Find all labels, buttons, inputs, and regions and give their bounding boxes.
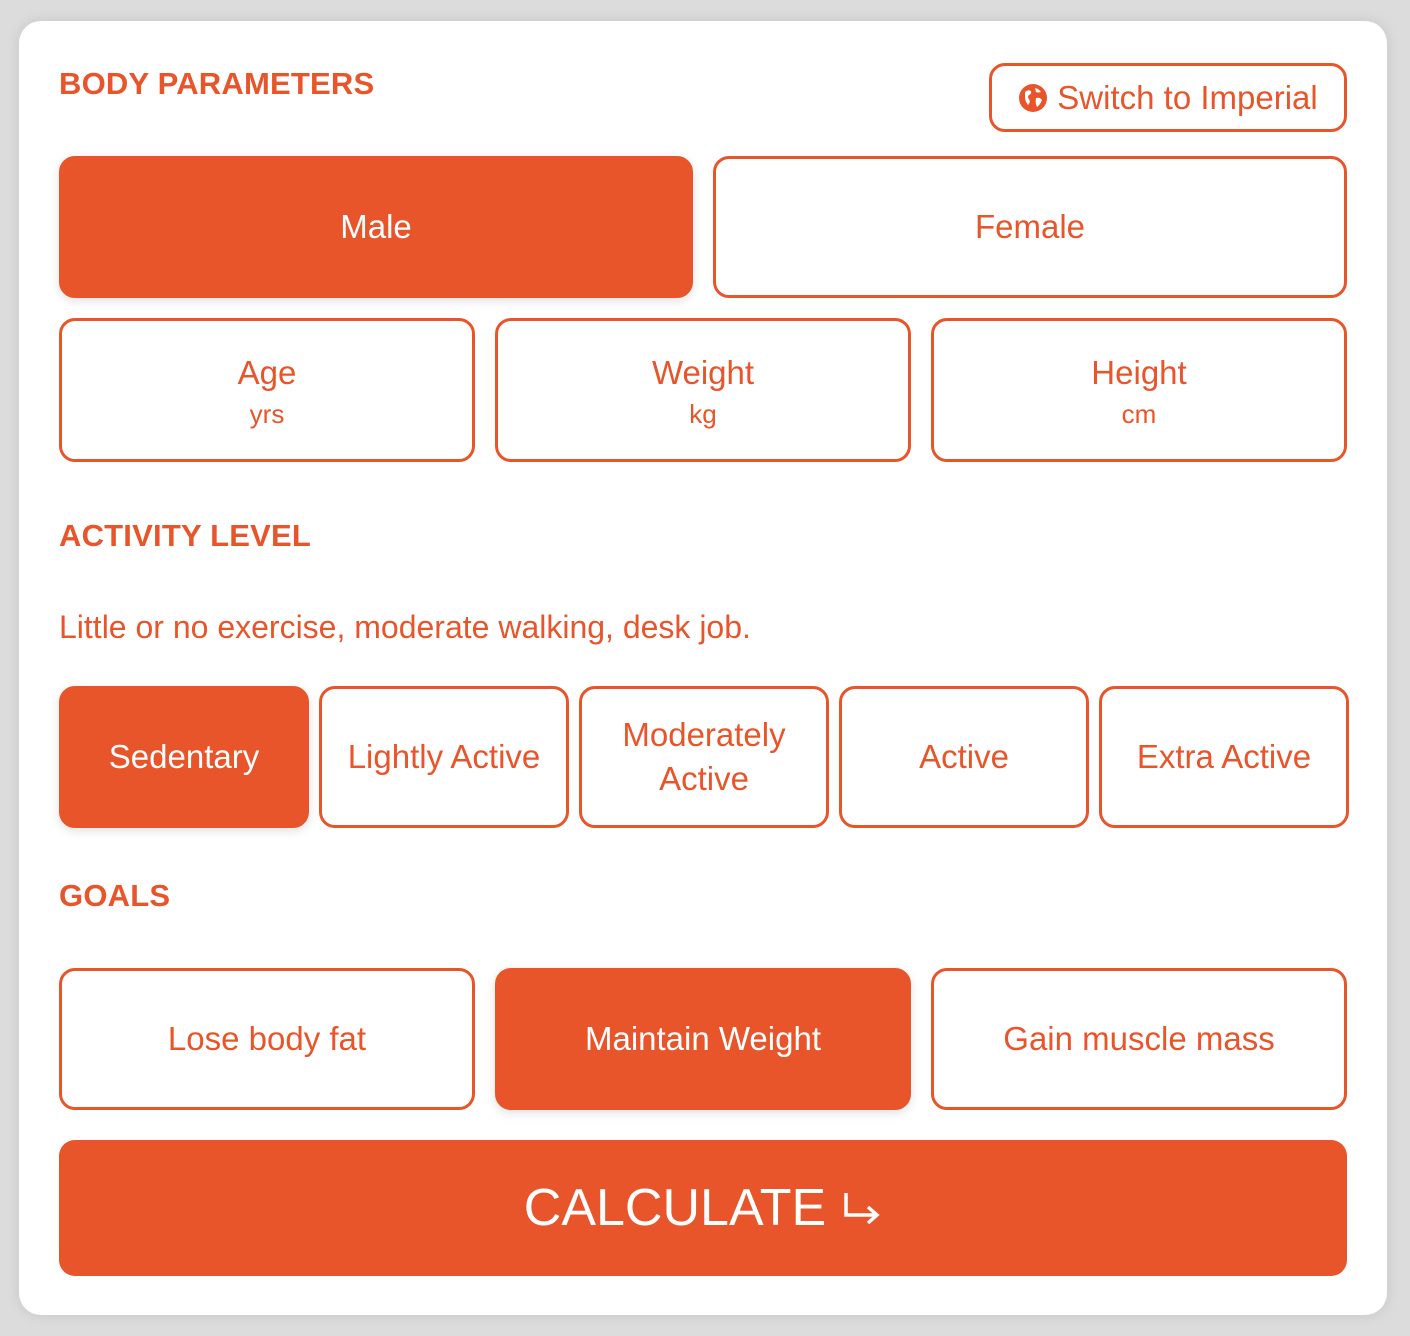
goal-maintain-weight-button[interactable] bbox=[495, 968, 911, 1110]
gender-female-label: Female bbox=[974, 208, 1086, 246]
goal-maintain-weight-label: Maintain Weight bbox=[584, 1020, 821, 1058]
calculate-label: CALCULATE bbox=[523, 1179, 827, 1237]
goal-lose-fat-label: Lose body fat bbox=[167, 1020, 367, 1058]
gender-male-button[interactable] bbox=[59, 156, 693, 298]
weight-label: Weight bbox=[651, 353, 755, 391]
age-unit: yrs bbox=[249, 399, 285, 430]
gender-female-button[interactable] bbox=[713, 156, 1347, 298]
age-input[interactable] bbox=[59, 318, 475, 462]
activity-active-label: Active bbox=[919, 738, 1009, 776]
activity-lightly-active-label: Lightly Active bbox=[347, 738, 541, 776]
goal-gain-muscle-label: Gain muscle mass bbox=[1003, 1020, 1275, 1058]
height-label: Height bbox=[1091, 353, 1187, 391]
goal-gain-muscle-button[interactable] bbox=[931, 968, 1347, 1110]
calculator-card bbox=[19, 21, 1387, 1315]
activity-level-title: ACTIVITY LEVEL bbox=[59, 518, 311, 553]
weight-unit: kg bbox=[689, 399, 717, 430]
body-parameters-title: BODY PARAMETERS bbox=[59, 66, 375, 101]
goals-title: GOALS bbox=[59, 878, 171, 913]
calculate-button[interactable] bbox=[59, 1140, 1347, 1276]
activity-moderately-active-button[interactable] bbox=[579, 686, 829, 828]
goal-lose-fat-button[interactable] bbox=[59, 968, 475, 1110]
return-arrow-icon bbox=[842, 1191, 882, 1225]
gender-male-label: Male bbox=[340, 208, 412, 246]
switch-units-label: Switch to Imperial bbox=[1057, 78, 1318, 116]
activity-active-button[interactable] bbox=[839, 686, 1089, 828]
switch-units-button[interactable] bbox=[989, 63, 1347, 132]
activity-description: Little or no exercise, moderate walking, desk job. bbox=[59, 609, 751, 645]
globe-icon bbox=[1018, 83, 1048, 113]
weight-input[interactable] bbox=[495, 318, 911, 462]
age-label: Age bbox=[237, 353, 297, 391]
activity-sedentary-button[interactable] bbox=[59, 686, 309, 828]
activity-extra-active-label: Extra Active bbox=[1136, 738, 1312, 776]
activity-moderately-active-label: Moderately Active bbox=[622, 716, 786, 797]
activity-extra-active-button[interactable] bbox=[1099, 686, 1349, 828]
activity-lightly-active-button[interactable] bbox=[319, 686, 569, 828]
activity-sedentary-label: Sedentary bbox=[108, 738, 260, 776]
height-unit: cm bbox=[1121, 399, 1157, 430]
height-input[interactable] bbox=[931, 318, 1347, 462]
